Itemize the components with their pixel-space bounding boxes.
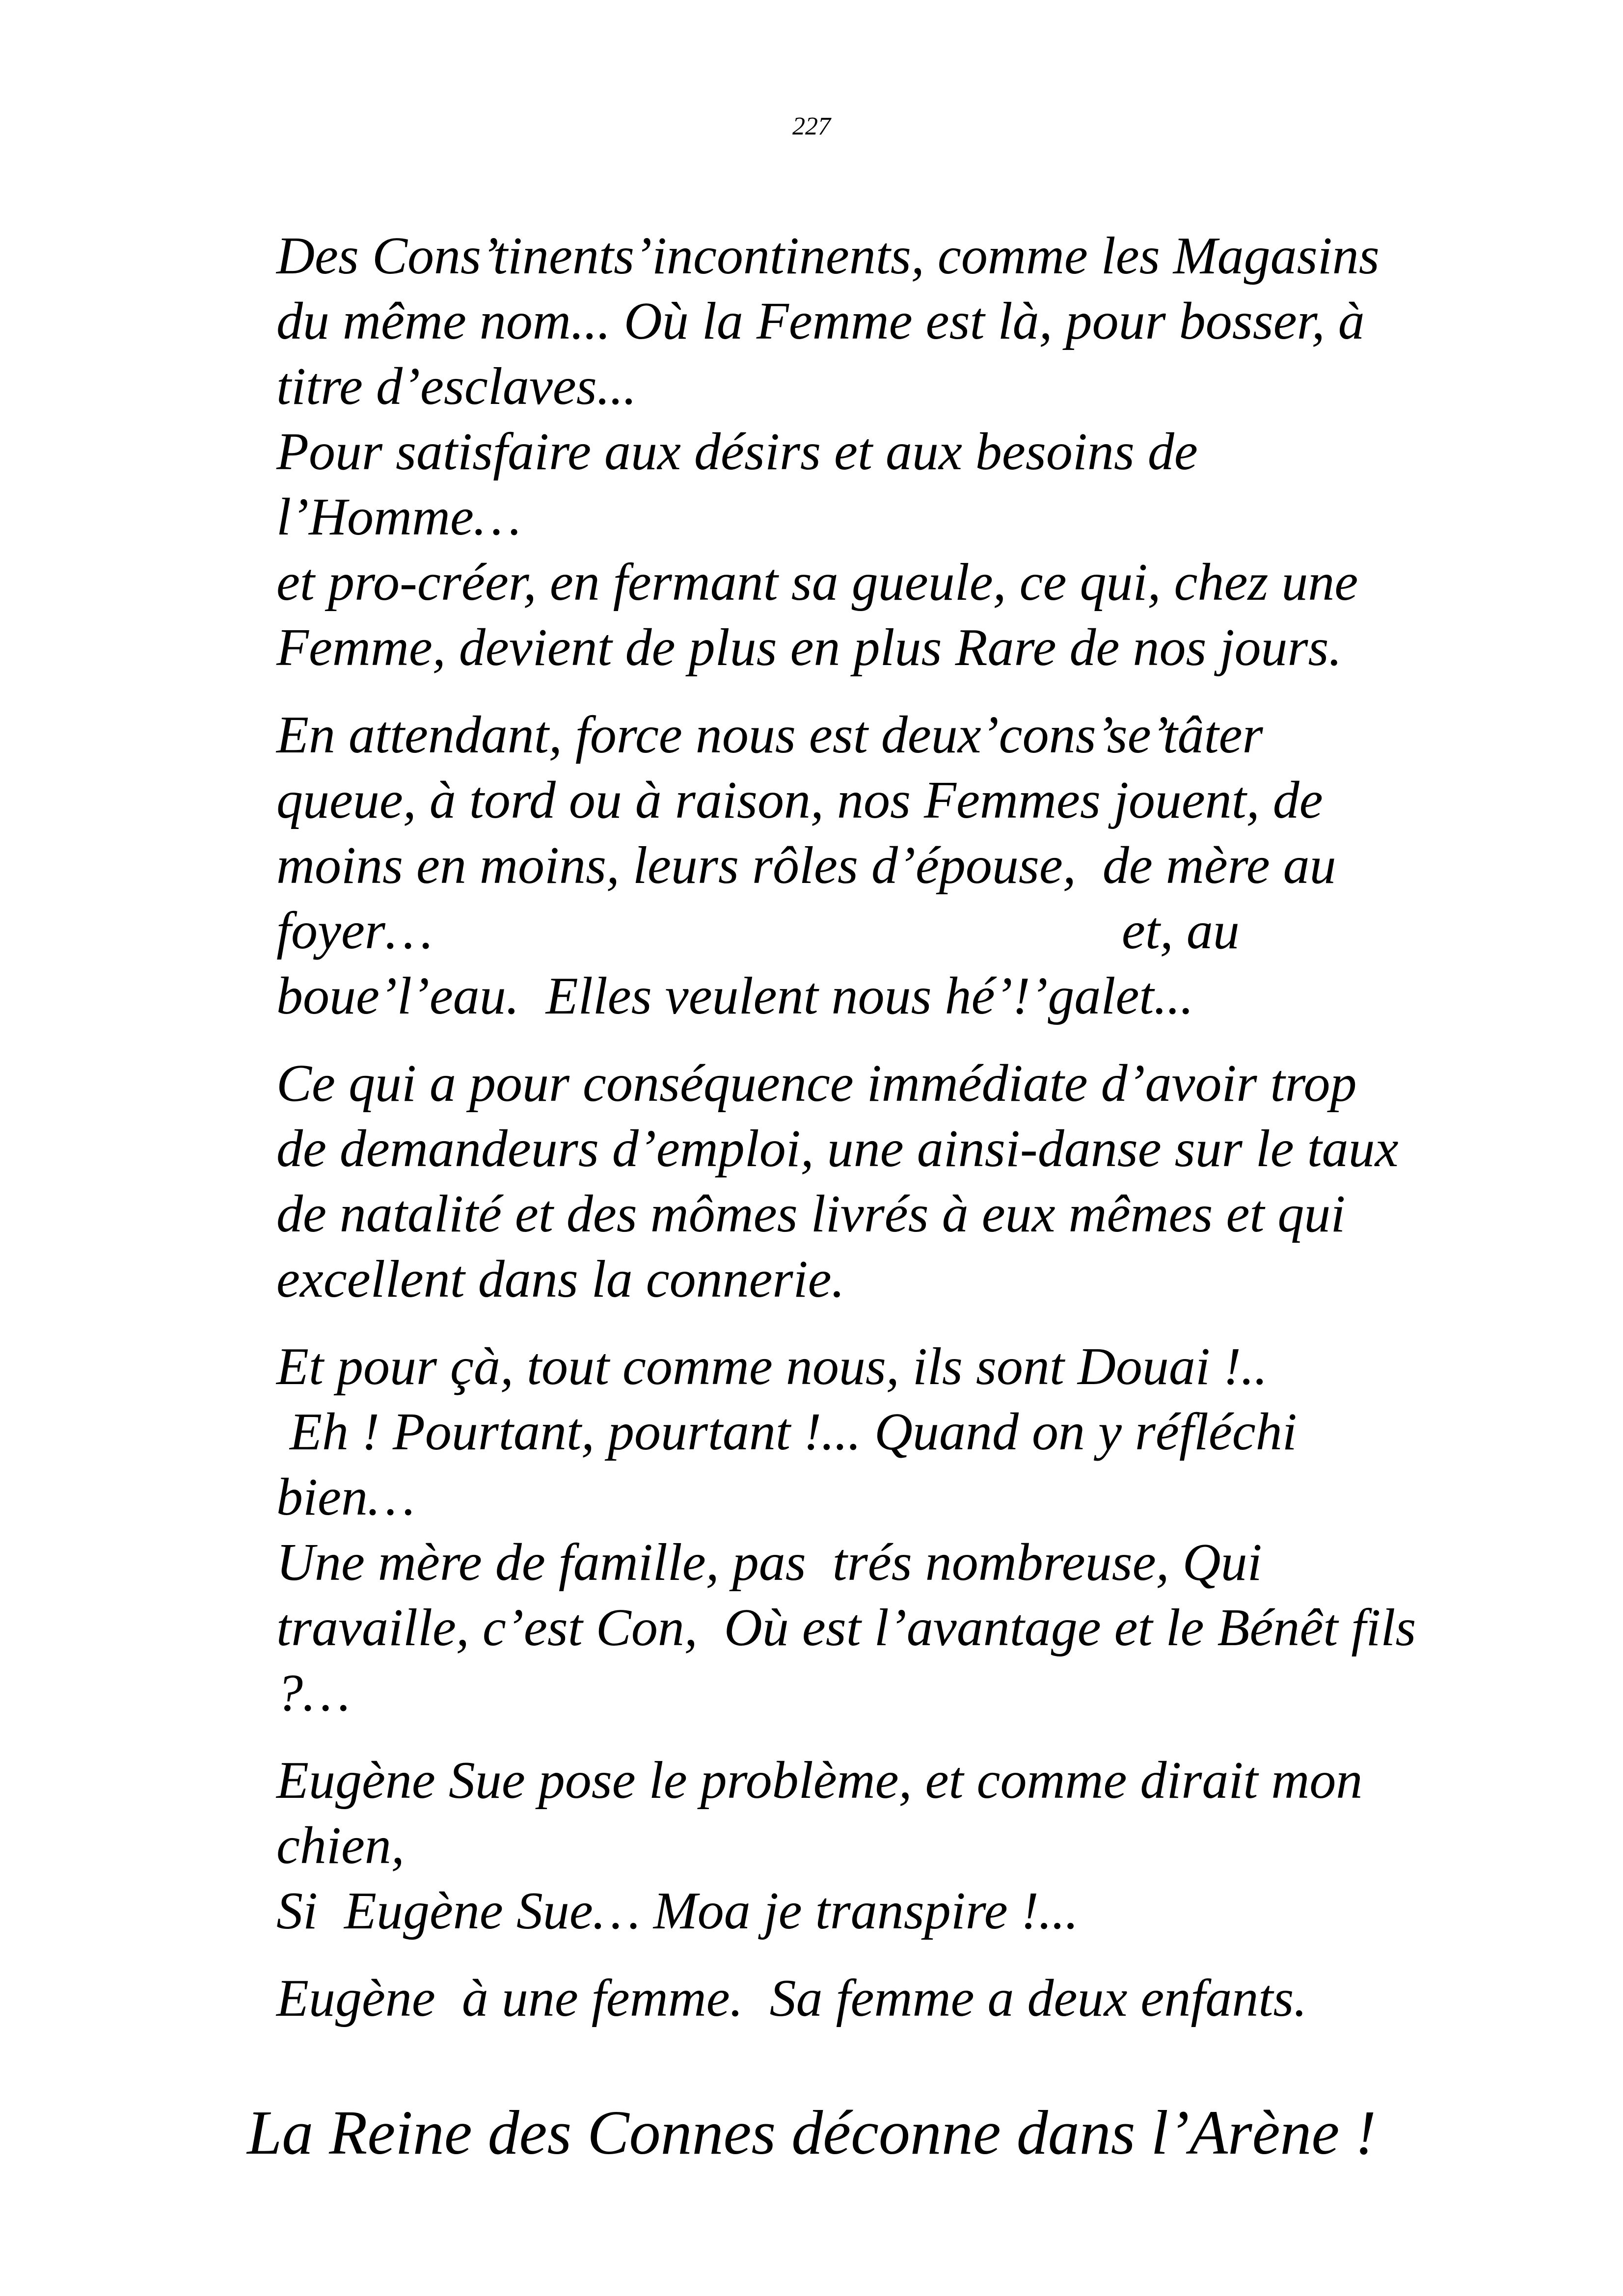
text-line: l’Homme… <box>276 488 521 546</box>
text-line: En attendant, force nous est deux’cons’se’tâter <box>276 706 1263 764</box>
text-line: et pro-créer, en fermant sa gueule, ce qui, chez une <box>276 553 1358 612</box>
paragraph-6 <box>276 1966 1533 2031</box>
paragraph-1 <box>276 223 1533 680</box>
text-line: Si Eugène Sue… Moa je transpire !... <box>276 1882 1079 1940</box>
body-text <box>276 223 1533 2053</box>
text-line: excellent dans la connerie. <box>276 1250 845 1308</box>
text-line: du même nom... Où la Femme est là, pour bosser, à <box>276 292 1365 350</box>
text-line: Femme, devient de plus en plus Rare de nos jours. <box>276 618 1342 677</box>
text-line: foyer… et, au <box>276 902 1240 960</box>
page-number: 227 <box>792 112 831 140</box>
paragraph-5 <box>276 1748 1533 1944</box>
text-line: Ce qui a pour conséquence immédiate d’avoir trop <box>276 1054 1357 1113</box>
text-line: chien, <box>276 1816 405 1875</box>
text-line: Eugène Sue pose le problème, et comme dirait mon <box>276 1751 1363 1810</box>
text-line: de natalité et des mômes livrés à eux mêmes et qui <box>276 1185 1346 1243</box>
running-footer-title: La Reine des Connes déconne dans l’Arène ! <box>247 2098 1376 2167</box>
text-line: de demandeurs d’emploi, une ainsi-danse sur le taux <box>276 1120 1399 1178</box>
text-line: Eugène à une femme. Sa femme a deux enfants. <box>276 1969 1307 2028</box>
text-line: queue, à tord ou à raison, nos Femmes jouent, de <box>276 771 1323 829</box>
text-line: Pour satisfaire aux désirs et aux besoins de <box>276 423 1198 481</box>
text-line: Une mère de famille, pas trés nombreuse, Qui <box>276 1533 1262 1592</box>
text-line: Des Cons’tinents’incontinents, comme les Magasins <box>276 227 1380 285</box>
text-line: ?… <box>276 1664 351 1722</box>
text-line: Eh ! Pourtant, pourtant !... Quand on y réfléchi <box>276 1403 1297 1461</box>
text-line: Et pour çà, tout comme nous, ils sont Douai !.. <box>276 1337 1268 1396</box>
text-line: titre d’esclaves... <box>276 357 637 416</box>
text-line: boue’l’eau. Elles veulent nous hé’!’galet... <box>276 967 1194 1025</box>
text-line: moins en moins, leurs rôles d’épouse, de mère au <box>276 836 1336 895</box>
paragraph-2 <box>276 702 1533 1029</box>
text-line: travaille, c’est Con, Où est l’avantage et le Bénêt fils <box>276 1599 1416 1657</box>
paragraph-4 <box>276 1334 1533 1726</box>
text-line: bien… <box>276 1468 415 1526</box>
paragraph-3 <box>276 1051 1533 1312</box>
